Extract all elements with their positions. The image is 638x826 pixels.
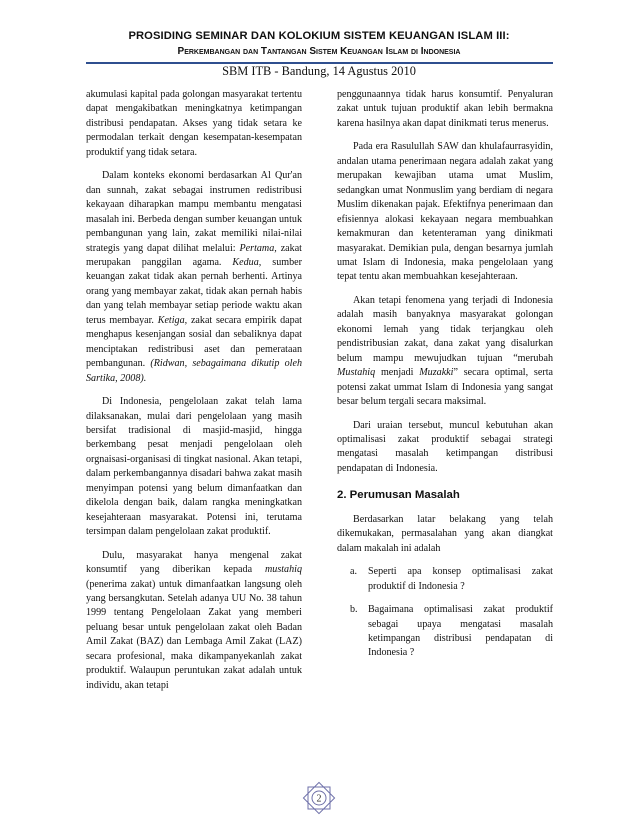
left-column	[86, 88, 302, 702]
paragraph: Dulu, masyarakat hanya mengenal zakat konsumtif yang diberikan kepada mustahiq (penerima zakat) untuk dimanfaatkan langsung oleh yang bersangkutan. Setelah adanya UU No. 38 tahun 1999 tentang Pengelolaan Zakat yang memberi peluang besar untuk pengelolaan zakat oleh Badan Amil Zakat (BAZ) dan Lembaga Amil Zakat (LAZ) secara profesional, maka dikampanyekanlah zakat produktif. Walaupun peruntukan zakat adalah untuk individu, akan tetapi	[86, 549, 302, 691]
page-number-ornament	[299, 778, 339, 818]
paragraph: akumulasi kapital pada golongan masyarakat tertentu dapat mengakibatkan meningkatnya ketimpangan distribusi pendapatan. Akses yang tidak setara ke permodalan terkait dengan kesempatan-kesempatan produktif yang tidak setara.	[86, 89, 302, 158]
list-item: b. Bagaimana optimalisasi zakat produktif sebagai upaya mengatasi masalah ketimpangan distribusi pendapatan di Indonesia ?	[350, 604, 553, 659]
right-column	[337, 88, 553, 670]
star-ornament-icon	[299, 778, 339, 818]
paragraph: Dalam konteks ekonomi berdasarkan Al Qur'an dan sunnah, zakat sebagai instrumen redistribusi kekayaan diharapkan mampu membantu mengatasi masalah ini. Berbeda dengan sumber keuangan untuk pembangunan yang lain, zakat memiliki nilai-nilai strategis yang dapat dilihat melalui: Pertama, zakat merupakan panggilan agama. Kedua, sumber keuangan zakat tidak akan pernah berhenti. Artinya orang yang membayar zakat, tidak akan pernah habis dan yang telah membayar setiap periode waktu akan terus membayar. Ketiga, zakat secara empirik dapat menghapus kesenjangan sosial dan sebaliknya dapat menciptakan redistribusi aset dan pemerataan pembangunan. (Ridwan, sebagaimana dikutip oleh Sartika, 2008).	[86, 170, 303, 384]
venue-line: SBM ITB - Bandung, 14 Agustus 2010	[222, 64, 416, 78]
page-number: 2	[316, 793, 322, 805]
problem-list	[337, 565, 553, 661]
paragraph: Di Indonesia, pengelolaan zakat telah lama dilaksanakan, mulai dari pengelolaan yang masih bersifat tradisional di masjid-masjid, hingga berkembang pesat menjadi pengelolaan oleh orgnaisasi-organisasi di tingkat nasional. Akan tetapi, dalam perkembangannya disadari bahwa zakat masih menyimpan potensi yang belum dimanfaatkan dan dikelola dengan baik, dalam rangka meningkatkan kesejahteraan masyarakat. Potensi ini, terutama tersimpan dalam pengelolaan zakat produktif.	[86, 396, 302, 538]
section-heading: 2. Perumusan Masalah	[337, 489, 460, 502]
proceedings-subtitle: Perkembangan dan Tantangan Sistem Keuangan Islam di Indonesia	[177, 46, 461, 57]
list-item: a. Seperti apa konsep optimalisasi zakat produktif di Indonesia ?	[350, 566, 553, 592]
paragraph: Dari uraian tersebut, muncul kebutuhan akan optimalisasi zakat produktif sebagai strategi mengatasi masalah ketimpangan distribusi pendapatan di Indonesia.	[337, 419, 553, 474]
proceedings-title: PROSIDING SEMINAR DAN KOLOKIUM SISTEM KEUANGAN ISLAM III:	[128, 30, 510, 42]
paragraph: Berdasarkan latar belakang yang telah dikemukakan, permasalahan yang akan diangkat dalam makalah ini adalah	[337, 513, 553, 554]
citation: (Ridwan, sebagaimana dikutip oleh Sartika, 2008).	[86, 358, 303, 384]
paragraph: Akan tetapi fenomena yang terjadi di Indonesia adalah masih banyaknya masyarakat golongan ekonomi lemah yang tidak terjangkau oleh pendistribusian zakat, dana zakat yang disalurkan belum mampu mewujudkan tujuan “merubah Mustahiq menjadi Muzakki” secara optimal, serta potensi zakat ummat Islam di Indonesia yang sangat besar belum tergali secara maksimal.	[337, 294, 553, 408]
paragraph: penggunaannya tidak harus konsumtif. Penyaluran zakat untuk tujuan produktif akan lebih bermakna karena hasilnya akan dapat dinikmati terus menerus.	[337, 89, 553, 129]
paragraph: Pada era Rasulullah SAW dan khulafaurrasyidin, andalan utama penerimaan negara adalah zakat yang merupakan kewajiban utama umat Muslim, sedangkan umat Nonmuslim yang berdiam di negara Muslim dikenakan pajak. Efektifnya penerimaan dan efisiennya alokasi kekayaan negara membuahkan kemakmuran dan ketenteraman yang dinikmati masyarakat. Demikian pula, dengan besarnya jumlah umat Islam di Indonesia, maka pengelolaan yang tepat tentu akan membuahkan kesejahteraan.	[337, 141, 553, 283]
